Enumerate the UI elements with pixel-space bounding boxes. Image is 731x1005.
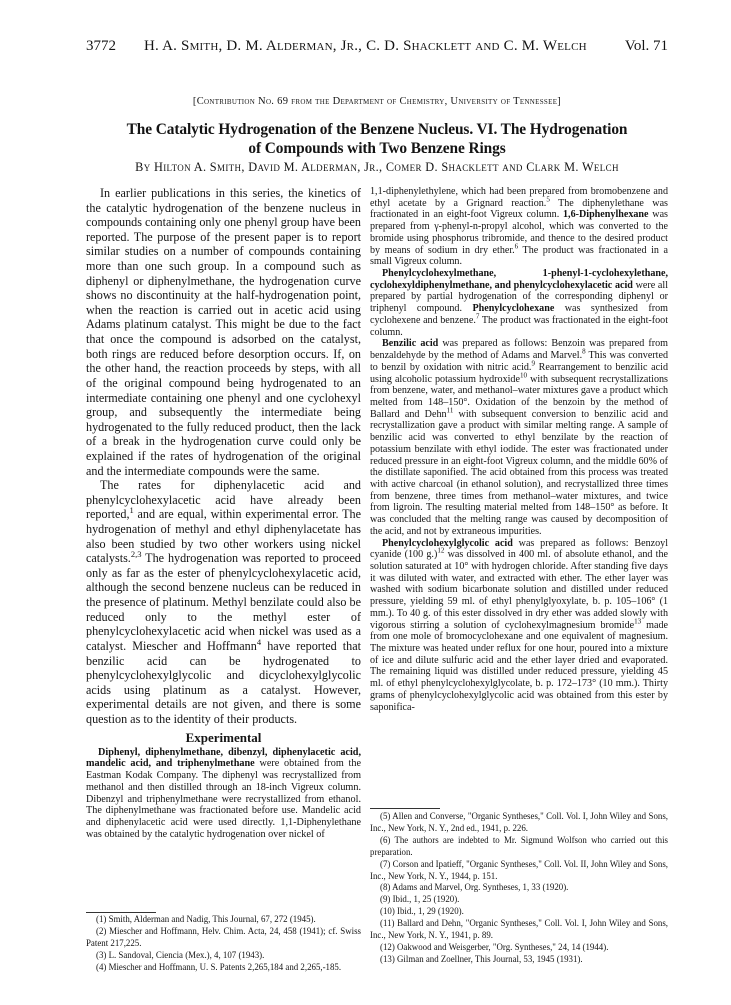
ref-superscript: 5 bbox=[546, 195, 550, 204]
introduction bbox=[86, 186, 361, 727]
running-head bbox=[86, 38, 668, 58]
intro-p2-text-d: have reported that benzilic acid can be hydrogenated to phenylcyclohexylglycolic and dicyclohexylglycolic acids using platinum as a catalyst. However, experimental details are not given, and there is some question as to the identity of their products. bbox=[86, 638, 361, 726]
ref-superscript: 12 bbox=[437, 546, 445, 555]
ref-superscript: 1 bbox=[129, 505, 134, 516]
intro-p2-text-b: and are equal, within experimental error. The hydrogenation of methyl and ethyl diphenylacetate has also been studied by two other workers using nickel catalysts. bbox=[86, 507, 361, 566]
compound-names: Diphenyl, diphenylmethane, dibenzyl, diphenylacetic acid, mandelic acid, and triphenylmethane bbox=[86, 746, 361, 770]
footnote: (6) The authors are indebted to Mr. Sigmund Wolfson who carried out this preparation. bbox=[370, 834, 668, 857]
ref-superscript: 7 bbox=[475, 312, 480, 321]
footnote: (8) Adams and Marvel, Org. Syntheses, 1, 33 (1920). bbox=[380, 882, 569, 893]
experimental-text bbox=[86, 747, 361, 841]
footnote: (9) Ibid., 1, 25 (1920). bbox=[380, 894, 460, 905]
compound-name: Phenylcyclohexylmethane, 1-phenyl-1-cyclohexylethane, cyclohexyldiphenylmethane, and phenylcyclohexylacetic acid bbox=[370, 268, 668, 291]
text-run: 1,1-diphenylethylene, which had been prepared from bromobenzene and ethyl acetate by a Grignard reaction. bbox=[370, 186, 668, 209]
footnotes-left bbox=[86, 914, 361, 974]
text-run: The product was fractionated in the eight-foot column. bbox=[370, 314, 668, 338]
text-run: was prepared as follows: Benzoin was prepared from benzaldehyde by the method of Adams and Marvel. bbox=[370, 338, 668, 362]
ref-superscript: 4 bbox=[256, 636, 262, 647]
page-number: 3772 bbox=[86, 38, 116, 54]
intro-p2-text-c: The hydrogenation was reported to proceed only as far as the ester of phenylcyclohexylacetic acid, although the second benzene nucleus can be reduced in the presence of platinum. Methyl benzilate could also be reduced only to the methyl ester of phenylcyclohexylacetic acid when nickel was used as a catalyst. Miescher and Hoffmann bbox=[86, 551, 361, 653]
ref-superscript: 6 bbox=[514, 242, 519, 251]
text-run: This was converted to benzil by oxidation with nitric acid. bbox=[370, 350, 668, 373]
compound-name: Phenylcyclohexane bbox=[472, 303, 555, 315]
article-title bbox=[86, 120, 668, 158]
footnote: (1) Smith, Alderman and Nadig, This Journal, 67, 272 (1945). bbox=[96, 914, 316, 924]
right-paragraph-4 bbox=[370, 538, 668, 714]
ref-superscript: 13 bbox=[634, 617, 642, 626]
volume-number: Vol. 71 bbox=[624, 38, 668, 54]
footnote: (11) Ballard and Dehn, "Organic Syntheses," Coll. Vol. I, John Wiley and Sons, Inc., New York, N. Y., 1941, p. 89. bbox=[370, 918, 668, 941]
title-line-1: The Catalytic Hydrogenation of the Benzene Nucleus. VI. The Hydrogenation bbox=[126, 121, 628, 138]
ref-superscript: 8 bbox=[582, 347, 586, 356]
footnote: (10) Ibid., 1, 29 (1920). bbox=[380, 906, 464, 917]
footnote: (3) L. Sandoval, Ciencia (Mex.), 4, 107 (1943). bbox=[96, 949, 265, 960]
contribution-note: [Contribution No. 69 from the Department of Chemistry, University of Tennessee] bbox=[192, 96, 562, 107]
compound-name: Phenylcyclohexylglycolic acid bbox=[382, 537, 513, 549]
intro-p2-text-a: The rates for diphenylacetic acid and phenylcyclohexylacetic acid have already been reported, bbox=[86, 478, 361, 522]
text-run: was prepared as follows: Benzoyl cyanide (100 g.) bbox=[370, 537, 668, 561]
footnote: (13) Gilman and Zoellner, This Journal, 53, 1945 (1931). bbox=[380, 953, 583, 964]
text-run: was dissolved in 400 ml. of absolute ethanol, and the solution saturated at 10° with hydrogen chloride. After standing five days it was diluted with water, and extracted with ether. The ether layer was washed with sodium bicarbonate solution and distilled under reduced pressure, yielding 59 ml. of ethyl phenylglyoxylate, b. p. 105–106° (1 mm.). To 40 g. of this ester dissolved in dry ether was added slowly with vigorous stirring a solution of cyclohexylmagnesium bromide bbox=[370, 549, 668, 631]
ref-superscript: 9 bbox=[531, 359, 535, 368]
footnote: (2) Miescher and Hoffmann, Helv. Chim. Acta, 24, 458 (1941); cf. Swiss Patent 217,225. bbox=[86, 925, 361, 948]
text-run: made from one mole of bromocyclohexane and one equivalent of magnesium. The mixture was heated under reflux for one hour, poured into a mixture of ice and dilute sulfuric acid and the ether layer dried and evaporated. The remaining liquid was distilled under reduced pressure, yielding 45 ml. of ethyl phenylcyclohexylglycolate, b. p. 172–173° (10 mm.). Thirty grams of phenylcyclohexylglycolic acid was obtained from this ester by saponifica- bbox=[370, 619, 668, 713]
running-head-authors: H. A. Smith, D. M. Alderman, Jr., C. D. Shacklett and C. M. Welch bbox=[144, 38, 587, 54]
byline: By Hilton A. Smith, David M. Alderman, Jr., Comer D. Shacklett and Clark M. Welch bbox=[135, 160, 619, 174]
ref-superscript: 10 bbox=[519, 371, 528, 380]
compound-name: Benzilic acid bbox=[382, 338, 439, 350]
footnotes-right bbox=[370, 811, 668, 966]
footnote: (5) Allen and Converse, "Organic Syntheses," Coll. Vol. I, John Wiley and Sons, Inc., New York, N. Y., 2nd ed., 1941, p. 226. bbox=[370, 811, 668, 833]
footnote: (7) Corson and Ipatieff, "Organic Syntheses," Coll. Vol. II, John Wiley and Sons, Inc., New York, N. Y., 1944, p. 151. bbox=[370, 858, 668, 881]
title-line-2: of Compounds with Two Benzene Rings bbox=[248, 140, 506, 157]
experimental-paragraph-1 bbox=[86, 747, 361, 841]
text-run: was synthesized from cyclohexene and benzene. bbox=[370, 303, 668, 326]
text-run: was prepared from γ-phenyl-n-propyl alcohol, which was converted to the bromide using phosphorus tribromide, and thence to the desired product by means of sodium in dry ether. bbox=[370, 209, 668, 256]
footnote: (4) Miescher and Hoffmann, U. S. Patents 2,265,184 and 2,265,-185. bbox=[96, 961, 342, 972]
right-paragraph-1 bbox=[370, 186, 668, 268]
right-paragraph-3 bbox=[370, 338, 668, 537]
text-run: The diphenylethane was fractionated in an eight-foot Vigreux column. bbox=[370, 197, 668, 221]
right-column bbox=[370, 186, 668, 804]
ref-superscript: 11 bbox=[446, 406, 454, 415]
intro-paragraph-1: In earlier publications in this series, the kinetics of the catalytic hydrogenation of the benzene nucleus in compounds containing only one phenyl group have been reported. The purpose of the present paper is to report similar studies on a number of compounds containing more than one such group. In a compound such as diphenyl or diphenylmethane, the hydrogenation curve shows no discontinuity at the half-hydrogenation point, when the reaction is carried out in acetic acid using Adams platinum catalyst. This might be due to the fact that once the compound is adsorbed on the catalyst, both rings are reduced before desorption occurs. If, on the other hand, the reaction proceeds by steps, with all of the original compound being hydrogenated to an intermediate containing one phenyl and one cyclohexyl group, and subsequently the intermediate being hydrogenated to the fully reduced product, then the lack of a break in the hydrogenation curve could only be explained if the rates of hydrogenation of the original and the intermediate compounds were the same. bbox=[86, 186, 361, 478]
text-run: with subsequent recrystallizations from benzene, water, and methanol–water mixtures gave a product which melted from 148–150°. Oxidation of the benzoin by the method of Ballard and Dehn bbox=[370, 373, 668, 420]
text-run: with subsequent conversion to benzilic acid and recrystallization gave a product with similar melting range. A sample of benzilic acid was converted to ethyl benzilate by the reaction of potassium benzilate with ethyl iodide. The ester was fractionated under reduced pressure in an eight-foot Vigreux column, and the middle 60% of the distillate saponified. The acid obtained from this process was treated with active charcoal (in ethanol solution), and recrystallized three times from benzene, three times from methanol–water mixtures, and twice from ligroin. The resulting material melted from 148–150° as before. It was concluded that the melting range was caused by decomposition of the acid, and not by extraneous impurities. bbox=[370, 408, 668, 537]
footnote: (12) Oakwood and Weisgerber, "Org. Syntheses," 24, 14 (1944). bbox=[380, 941, 609, 952]
ref-superscript: 2,3 bbox=[130, 549, 142, 560]
footnote-rule-right bbox=[370, 808, 440, 809]
experimental-heading: Experimental bbox=[185, 729, 262, 745]
footnote-rule-left bbox=[86, 912, 156, 913]
text-run: Rearrangement to benzilic acid using alcoholic potassium hydroxide bbox=[370, 361, 668, 385]
text-run: were all prepared by partial hydrogenation of the corresponding diphenyl or triphenyl compound. bbox=[370, 279, 668, 315]
right-column-text bbox=[370, 186, 668, 713]
experimental-p1-text: were obtained from the Eastman Kodak Company. The diphenyl was recrystallized from methanol and then distilled through an 18-inch Vigreux column. Dibenzyl and triphenylmethane were recrystallized from ethanol. The diphenylmethane was fractionated before use. Mandelic acid and diphenylacetic acid were used directly. 1,1-Diphenylethane was obtained by the catalytic hydrogenation over nickel of bbox=[86, 758, 361, 840]
right-paragraph-2 bbox=[370, 268, 668, 338]
compound-name: 1,6-Diphenylhexane bbox=[563, 209, 649, 221]
text-run: The product was fractionated in a small Vigreux column. bbox=[370, 244, 668, 268]
intro-paragraph-2 bbox=[86, 478, 361, 726]
left-column bbox=[86, 186, 361, 904]
